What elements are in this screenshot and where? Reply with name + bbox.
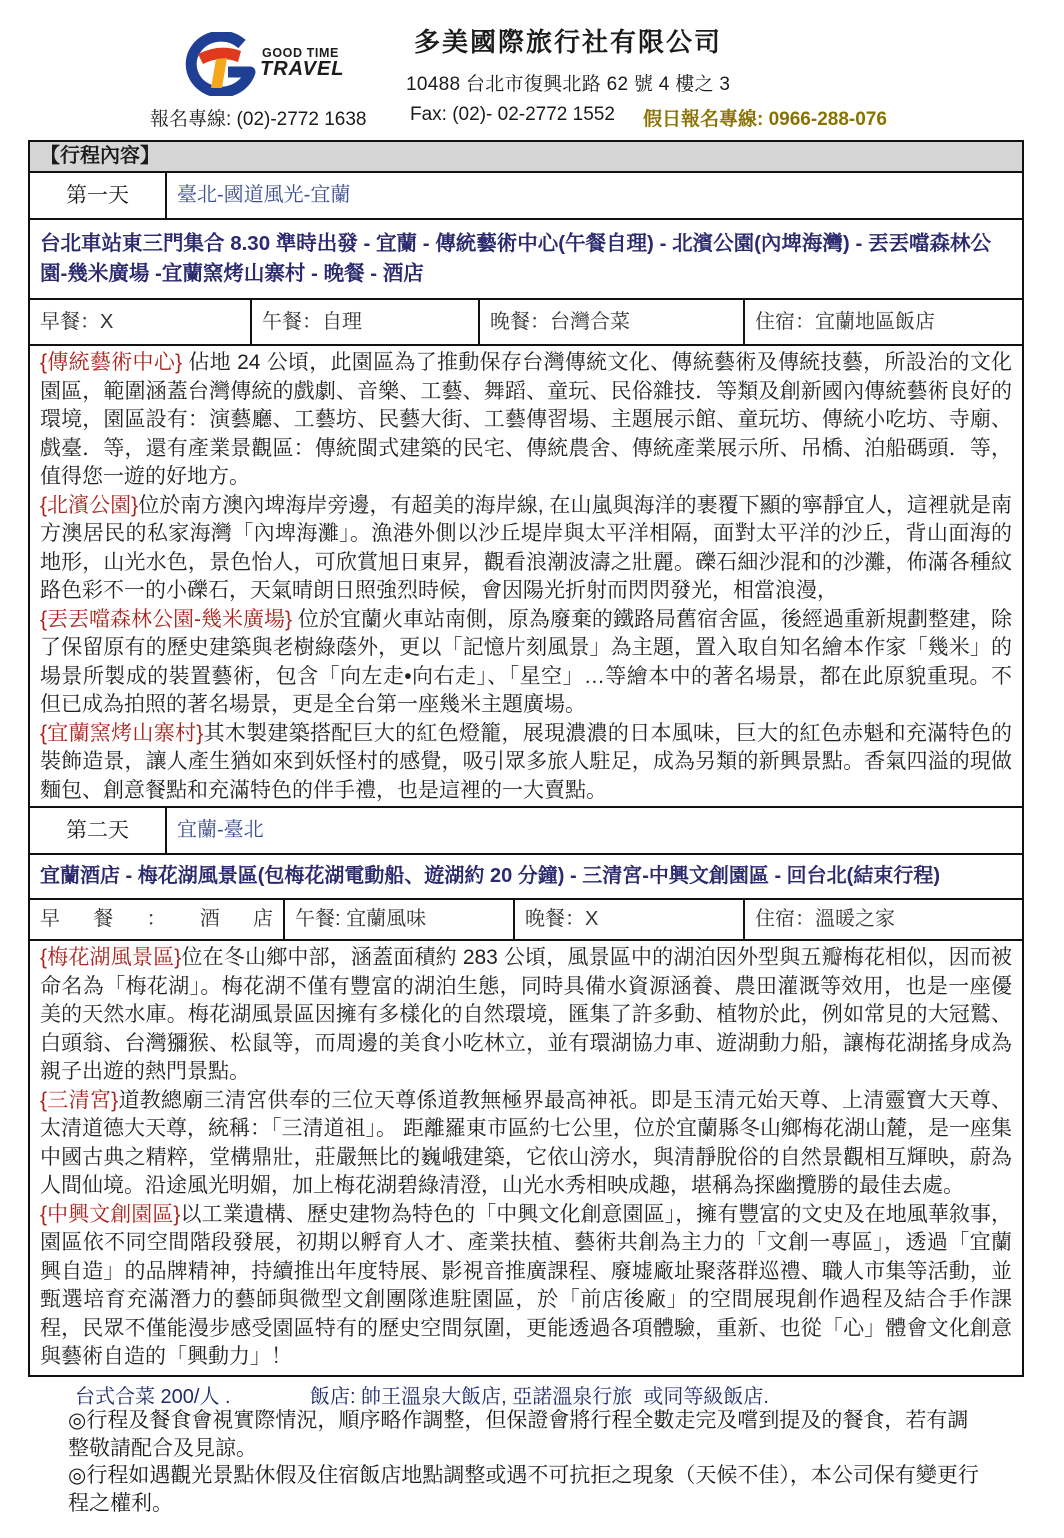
day-1-header: [30, 173, 1022, 220]
attraction-description: 位於宜蘭火車站南側，原為廢棄的鐵路局舊宿舍區，後經過重新規劃整建，除了保留原有的歷史建築與老樹綠蔭外，更以「記憶片刻風景」為主題，置入取自知名繪本作家「幾米」的場景所製成的裝置藝術，包含「向左走•向右走」、「星空」…等繪本中的著名場景，都在此原貌重現。不但已成為拍照的著名場景，更是全台第一座幾米主題廣場。: [40, 607, 1012, 716]
attraction-description: 以工業遺構、歷史建物為特色的「中興文化創意園區」，擁有豐富的文史及在地風華敘事，園區依不同空間階段發展，初期以孵育人才、產業扶植、藝術共創為主力的「文創一專區」，透過「宜蘭興自造」的品牌精神，持續推出年度特展、影視音推廣課程、廢墟廠址聚落群巡禮、職人市集等活動，並甄選培育充滿潛力的藝師與微型文創團隊進駐園區，於「前店後廠」的空間展現創作過程及結合手作課程，民眾不僅能漫步感受園區特有的歷史空間氛圍，更能透過各項體驗，重新、也從「心」體會文化創意與藝術自造的「興動力」！: [40, 1202, 1013, 1368]
day-1-lunch: 午餐：自理: [252, 300, 480, 344]
day-1-breakfast: 早餐：X: [30, 300, 252, 344]
company-address: 10488 台北市復興北路 62 號 4 樓之 3: [406, 74, 731, 95]
day-1-lodging: 住宿：宜蘭地區飯店: [755, 311, 935, 333]
day-2-dinner: 晚餐：X: [515, 900, 745, 939]
company-logo: [176, 32, 356, 96]
day-1-label: 第一天: [30, 173, 167, 218]
attraction-description: 位在冬山鄉中部，涵蓋面積約 283 公頃，風景區中的湖泊因外型與五瓣梅花相似，因而被命名為「梅花湖」。梅花湖不僅有豐富的湖泊生態，同時具備水資源涵養、農田灌溉等效用，也是一座優美的天然水庫。梅花湖風景區因擁有多樣化的自然環境，匯集了許多動、植物於此，例如常見的大冠鷲、白頭翁、台灣獼猴、松鼠等，而周邊的美食小吃林立，並有環湖協力車、遊湖動力船，讓梅花湖搖身成為親子出遊的熱門景點。: [40, 946, 1013, 1083]
attraction-paragraph: [40, 720, 1012, 806]
attraction-name: {宜蘭窯烤山寨村}: [40, 721, 204, 745]
day-2-breakfast: 早 餐 ： 酒 店: [30, 900, 285, 939]
day-1-descriptions: [30, 346, 1022, 808]
logo-text-travel: TRAVEL: [260, 58, 345, 80]
company-name: 多美國際旅行社有限公司: [414, 27, 723, 57]
day-1-dinner: 晚餐：台灣合菜: [480, 300, 745, 344]
day-1-route: 台北車站東三門集合 8.30 準時出發 - 宜蘭 - 傳統藝術中心(午餐自理) - 北濱公園(內埤海灣) - 丟丟噹森林公園-幾米廣場 -宜蘭窯烤山寨村 - 晚餐 - 酒店: [30, 220, 1022, 300]
attraction-name: {北濱公園}: [40, 493, 139, 517]
holiday-signup-phone: 假日報名專線: 0966-288-076: [643, 109, 887, 130]
day-2-route: 宜蘭酒店 - 梅花湖風景區(包梅花湖電動船、遊湖約 20 分鐘) - 三清宮-中興文創園區 - 回台北(結束行程): [30, 855, 1022, 900]
attraction-paragraph: [40, 349, 1012, 492]
day-2-header: [30, 808, 1022, 855]
attraction-name: {梅花湖風景區}: [40, 946, 182, 969]
day-2-lodging: 住宿：溫暖之家: [755, 908, 895, 930]
attraction-paragraph: [40, 1087, 1012, 1201]
attraction-name: {中興文創園區}: [40, 1202, 181, 1226]
attraction-name: {三清宮}: [40, 1088, 119, 1112]
day-2-lunch: 午餐: 宜蘭風味: [285, 900, 515, 939]
itinerary-table: [28, 140, 1024, 1377]
meal-price: 台式合菜 200/人 .: [75, 1386, 231, 1408]
fax-number: Fax: (02)- 02-2772 1552: [410, 104, 615, 125]
attraction-paragraph: [40, 606, 1012, 720]
attraction-paragraph: [40, 944, 1012, 1087]
day-2-title: 宜蘭-臺北: [177, 819, 264, 841]
signup-phone: 報名專線: (02)-2772 1638: [150, 109, 367, 130]
hotel-list: 飯店: 帥王溫泉大飯店, 亞諾溫泉行旅 或同等級飯店.: [310, 1386, 769, 1408]
day-2-meals: [30, 900, 1022, 941]
attraction-description: 其木製建築搭配巨大的紅色燈籠，展現濃濃的日本風味，巨大的紅色赤魁和充滿特色的裝飾造景，讓人產生猶如來到妖怪村的感覺，吸引眾多旅人駐足，成為另類的新興景點。香氣四溢的現做麵包、創意餐點和充滿特色的伴手禮，也是這裡的一大賣點。: [40, 721, 1013, 802]
day-1-title: 臺北-國道風光-宜蘭: [177, 184, 351, 206]
attraction-description: 道教總廟三清宮供奉的三位天尊係道教無極界最高神祇。即是玉清元始天尊、上清靈寶大天尊、太清道德大天尊，統稱：「三清道祖」。 距離羅東市區約七公里，位於宜蘭縣冬山鄉梅花湖山麓，是一座集中國古典之精粹，堂構鼎壯，莊嚴無比的巍峨建築，它依山滂水，與清靜脫俗的自然景觀相互輝映，蔚為人間仙境。沿途風光明媚，加上梅花湖碧綠清澄，山光水秀相映成趣，堪稱為探幽攬勝的最佳去處。: [40, 1088, 1012, 1197]
day-2-label: 第二天: [30, 808, 167, 853]
attraction-paragraph: [40, 492, 1012, 606]
day-2-descriptions: [30, 941, 1022, 1375]
note-item: ◎行程如遇觀光景點休假及住宿飯店地點調整或遇不可抗拒之現象（天候不佳），本公司保有變更行程之權利。: [68, 1464, 979, 1515]
note-item: ◎行程及餐食會視實際情況，順序略作調整，但保證會將行程全數走完及嚐到提及的餐食，若有調整敬請配合及見諒。: [68, 1409, 969, 1460]
attraction-description: 位於南方澳內埤海岸旁邊，有超美的海岸線, 在山嵐與海洋的裹覆下顯的寧靜宜人，這裡就是南方澳居民的私家海灣「內埤海灘」。漁港外側以沙丘堤岸與太平洋相隔，面對太平洋的沙丘，背山面海的地形，山光水色，景色怡人，可欣賞旭日東昇，觀看浪潮波濤之壯麗。礫石細沙混和的沙灘，佈滿各種紋路色彩不一的小礫石，天氣晴朗日照強烈時候，會因陽光折射而閃閃發光，相當浪漫，: [40, 493, 1012, 602]
attraction-description: 佔地 24 公頃，此園區為了推動保存台灣傳統文化、傳統藝術及傳統技藝，所設治的文化園區，範圍涵蓋台灣傳統的戲劇、音樂、工藝、舞蹈、童玩、民俗雜技．等類及創新國內傳統藝術良好的環境，園區設有：演藝廳、工藝坊、民藝大街、工藝傳習場、主題展示館、童玩坊、傳統小吃坊、寺廟、戲臺．等，還有產業景觀區：傳統閩式建築的民宅、傳統農舍、傳統產業展示所、吊橋、泊船碼頭．等，值得您一遊的好地方。: [40, 351, 1013, 488]
logo-text-good-time: GOOD TIME: [262, 46, 339, 60]
section-title: 【行程內容】: [30, 142, 1022, 173]
itinerary-notes: [68, 1407, 986, 1517]
day-1-meals: [30, 300, 1022, 346]
attraction-paragraph: [40, 1201, 1012, 1372]
good-time-travel-logo-icon: [176, 32, 260, 96]
attraction-name: {傳統藝術中心}: [40, 351, 183, 374]
attraction-name: {丟丟噹森林公園-幾米廣場}: [40, 607, 293, 631]
